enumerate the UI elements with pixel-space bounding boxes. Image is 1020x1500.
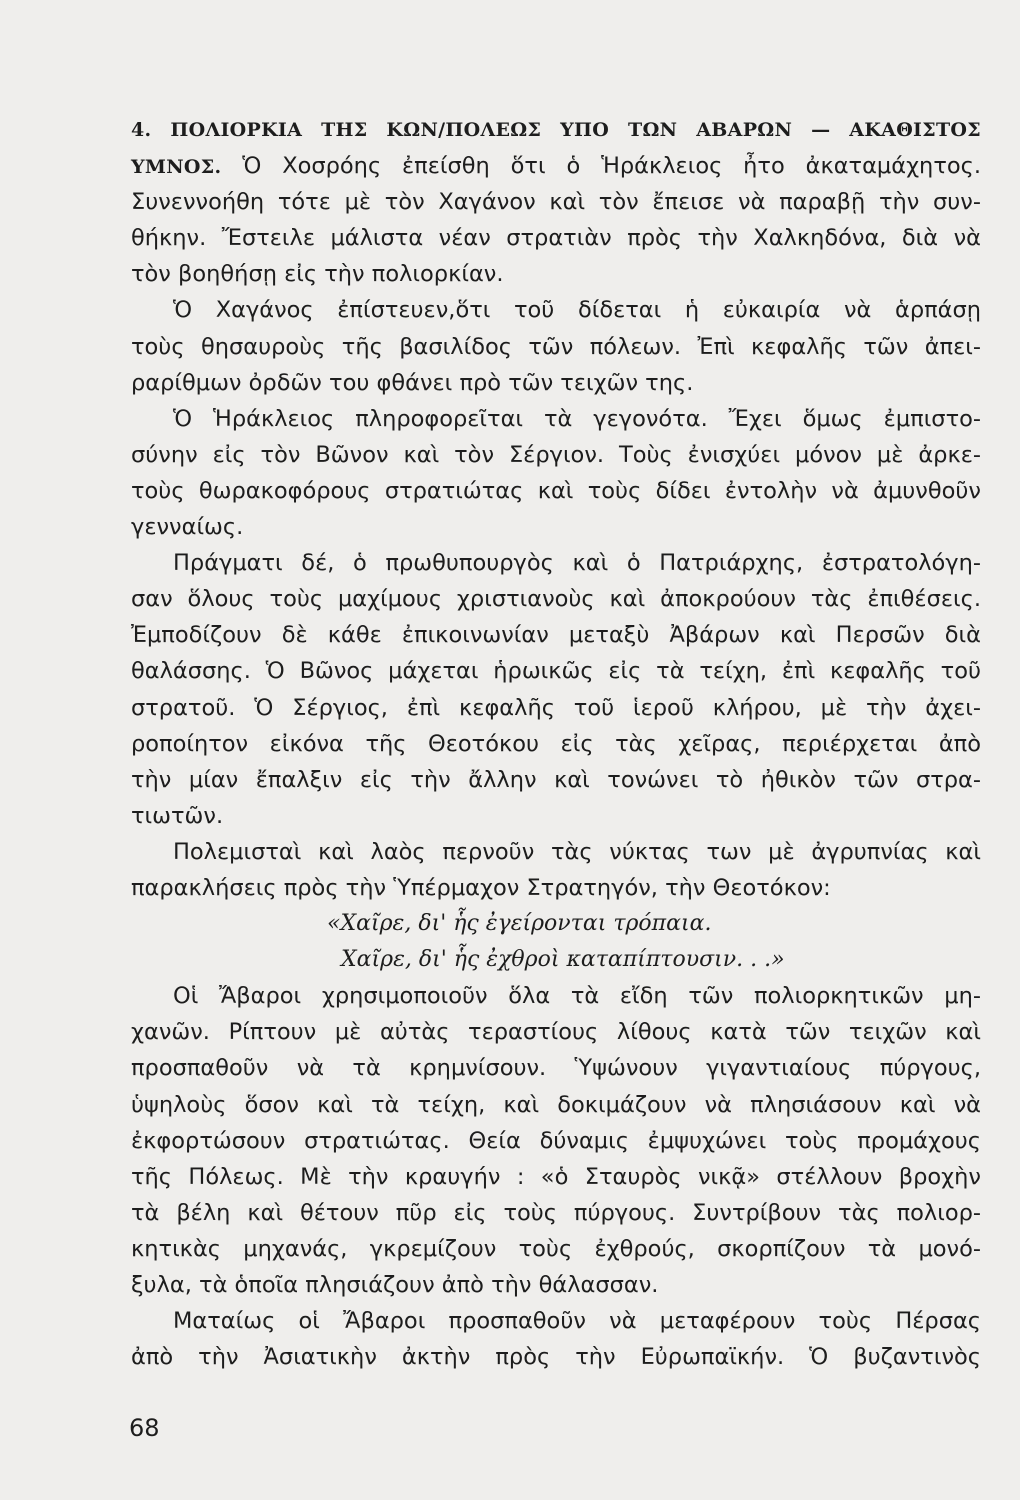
text-line: Πολεμισταὶ καὶ λαὸς περνοῦν τὰς νύκτας των μὲ ἀγρυπνίας καὶ	[173, 838, 981, 865]
text-line: τὸν βοηθήσῃ εἰς τὴν πολιορκίαν.	[131, 261, 504, 288]
text-line: παρακλήσεις πρὸς τὴν Ὑπέρμαχον Στρατηγόν, τὴν Θεοτόκον:	[131, 874, 831, 901]
text-line: Συνεννοήθη τότε μὲ τὸν Χαγάνον καὶ τὸν ἔπεισε νὰ παραβῇ τὴν συν-	[131, 189, 981, 216]
text-line: ραρίθμων ὀρδῶν του φθάνει πρὸ τῶν τειχῶν της.	[131, 369, 694, 396]
text-line: προσπαθοῦν νὰ τὰ κρημνίσουν. Ὑψώνουν γιγαντιαίους πύργους,	[131, 1055, 981, 1082]
text-segment: Ὁ Χοσρόης ἐπείσθη ὅτι ὁ Ἡράκλειος ἦτο ἀκαταμάχητος.	[221, 153, 981, 180]
hymn-quote-line: «Χαῖρε, δι' ἧς ἐγείρονται τρόπαια.	[327, 911, 712, 937]
text-line: γενναίως.	[131, 514, 244, 541]
text-line: τὴν μίαν ἔπαλξιν εἰς τὴν ἄλλην καὶ τονώνει τὸ ἠθικὸν τῶν στρα-	[131, 766, 981, 793]
text-line: στρατοῦ. Ὁ Σέργιος, ἐπὶ κεφαλῆς τοῦ ἱεροῦ κλήρου, μὲ τὴν ἀχει-	[131, 694, 981, 721]
text-line: Ματαίως οἱ Ἄβαροι προσπαθοῦν νὰ μεταφέρουν τοὺς Πέρσας	[173, 1308, 981, 1335]
body-text	[131, 112, 981, 1375]
text-line: κητικὰς μηχανάς, γκρεμίζουν τοὺς ἐχθρούς, σκορπίζουν τὰ μονό-	[131, 1235, 981, 1262]
text-line: τοὺς θωρακοφόρους στρατιώτας καὶ τοὺς δίδει ἐντολὴν νὰ ἀμυνθοῦν	[131, 477, 981, 504]
text-line: ἐκφορτώσουν στρατιώτας. Θεία δύναμις ἐμψυχώνει τοὺς προμάχους	[131, 1127, 981, 1154]
text-line: τὰ βέλη καὶ θέτουν πῦρ εἰς τοὺς πύργους. Συντρίβουν τὰς πολιορ-	[131, 1199, 981, 1226]
text-line: Οἱ Ἄβαροι χρησιμοποιοῦν ὅλα τὰ εἴδη τῶν πολιορκητικῶν μη-	[173, 983, 981, 1010]
page-number: 68	[129, 1414, 160, 1442]
text-line: τιωτῶν.	[131, 802, 224, 829]
text-line: σαν ὅλους τοὺς μαχίμους χριστιανοὺς καὶ ἀποκρούουν τὰς ἐπιθέσεις.	[131, 586, 981, 613]
text-line: ξυλα, τὰ ὁποῖα πλησιάζουν ἀπὸ τὴν θάλασσαν.	[131, 1272, 659, 1298]
hymn-quote-line: Χαῖρε, δι' ἧς ἐχθροὶ καταπίπτουσιν. . .»	[341, 947, 785, 973]
text-line: ἀπὸ τὴν Ἀσιατικὴν ἀκτὴν πρὸς τὴν Εὐρωπαϊκήν. Ὁ βυζαντινὸς	[131, 1344, 981, 1371]
text-line: θήκην. Ἔστειλε μάλιστα νέαν στρατιὰν πρὸς τὴν Χαλκηδόνα, διὰ νὰ	[131, 225, 981, 252]
text-line: ροποίητον εἰκόνα τῆς Θεοτόκου εἰς τὰς χεῖρας, περιέρχεται ἀπὸ	[131, 730, 981, 757]
section-heading: 4. ΠΟΛΙΟΡΚΙΑ ΤΗΣ ΚΩΝ/ΠΟΛΕΩΣ ΥΠΟ ΤΩΝ ΑΒΑΡΩΝ — ΑΚΑΘΙΣΤΟΣ	[131, 119, 981, 141]
text-line: τοὺς θησαυροὺς τῆς βασιλίδος τῶν πόλεων. Ἐπὶ κεφαλῆς τῶν ἀπει-	[131, 333, 981, 360]
text-line: σύνην εἰς τὸν Βῶνον καὶ τὸν Σέργιον. Τοὺς ἐνισχύει μόνον μὲ ἀρκε-	[131, 441, 981, 468]
text-line: ὑψηλοὺς ὅσον καὶ τὰ τείχη, καὶ δοκιμάζουν νὰ πλησιάσουν καὶ νὰ	[131, 1091, 981, 1118]
text-line: Ὁ Χαγάνος ἐπίστευεν,ὅτι τοῦ δίδεται ἡ εὐκαιρία νὰ ἁρπάσῃ	[173, 297, 981, 324]
text-line: Ὁ Ἡράκλειος πληροφορεῖται τὰ γεγονότα. Ἔχει ὅμως ἐμπιστο-	[173, 405, 981, 432]
text-line: Πράγματι δέ, ὁ πρωθυπουργὸς καὶ ὁ Πατριάρχης, ἐστρατολόγη-	[173, 550, 981, 577]
text-line: τῆς Πόλεως. Μὲ τὴν κραυγήν : «ὁ Σταυρὸς νικᾷ» στέλλουν βροχὴν	[131, 1163, 981, 1190]
text-line: θαλάσσης. Ὁ Βῶνος μάχεται ἡρωικῶς εἰς τὰ τείχη, ἐπὶ κεφαλῆς τοῦ	[131, 658, 981, 685]
section-heading-continuation: ΥΜΝΟΣ.	[131, 156, 222, 179]
text-line	[131, 148, 981, 184]
text-line: χανῶν. Ρίπτουν μὲ αὐτὰς τεραστίους λίθους κατὰ τῶν τειχῶν καὶ	[131, 1019, 981, 1046]
text-line: Ἐμποδίζουν δὲ κάθε ἐπικοινωνίαν μεταξὺ Ἀβάρων καὶ Περσῶν διὰ	[131, 622, 981, 649]
